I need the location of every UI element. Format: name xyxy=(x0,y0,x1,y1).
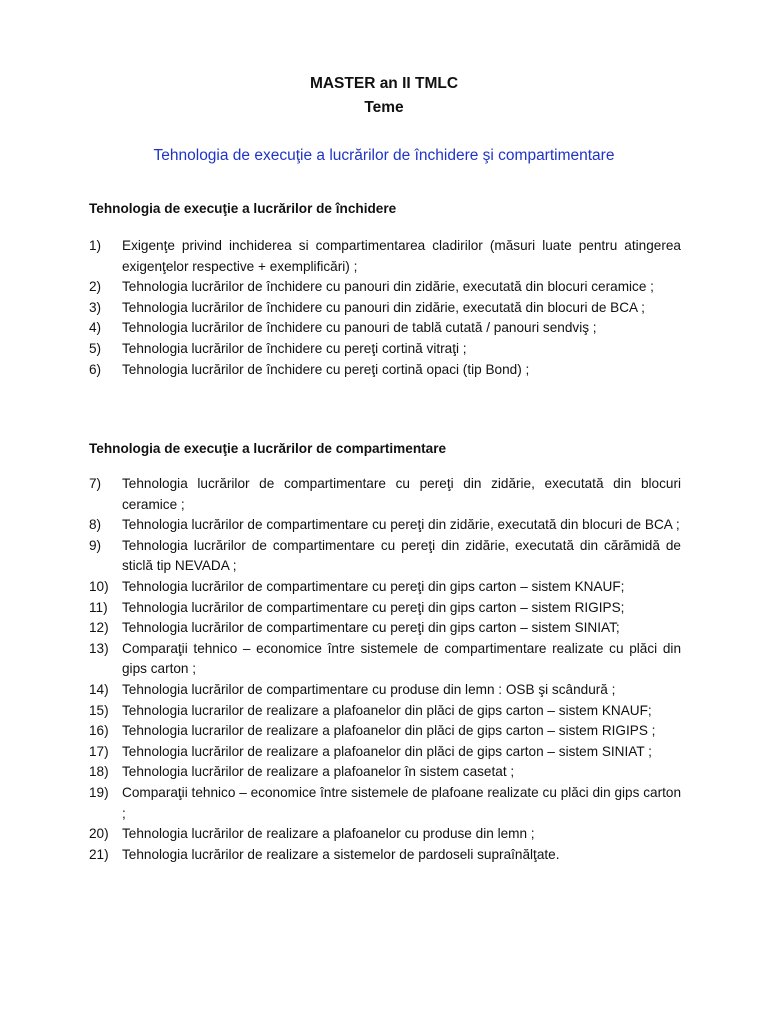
item-number: 5) xyxy=(89,340,102,356)
item-number: 9) xyxy=(89,537,102,553)
item-number: 10) xyxy=(89,578,109,594)
topic-list-inchidere xyxy=(89,236,681,380)
item-number: 13) xyxy=(89,640,109,656)
list-item xyxy=(89,536,681,577)
item-number: 8) xyxy=(89,517,102,533)
section-heading-compartimentare: Tehnologia de execuţie a lucrărilor de compartimentare xyxy=(89,441,447,456)
item-text: Tehnologia lucrărilor de compartimentare cu pereţi din gips carton – sistem KNAUF; xyxy=(122,578,625,594)
item-number: 21) xyxy=(89,846,109,862)
list-item xyxy=(89,680,681,701)
item-text: Tehnologia lucrărilor de realizare a sistemelor de pardoseli supraînălţate. xyxy=(122,846,560,862)
list-item xyxy=(89,577,681,598)
list-item xyxy=(89,701,681,722)
item-text: Tehnologia lucrărilor de realizare a plafoanelor din plăci de gips carton – sistem SINIAT ; xyxy=(122,743,652,759)
item-text: Tehnologia lucrărilor de închidere cu pereţi cortină vitraţi ; xyxy=(122,340,467,356)
list-item xyxy=(89,277,681,298)
topic-heading: Tehnologia de execuţie a lucrărilor de închidere şi compartimentare xyxy=(153,147,615,164)
item-number: 16) xyxy=(89,723,109,739)
list-item xyxy=(89,339,681,360)
list-item xyxy=(89,618,681,639)
topic-list-compartimentare xyxy=(89,474,681,865)
item-text: Tehnologia lucrărilor de compartimentare cu produse din lemn : OSB şi scândură ; xyxy=(122,681,616,697)
item-text: Tehnologia lucrărilor de compartimentare cu pereţi din zidărie, executată din cărămidă de sticlă tip NEVADA ; xyxy=(122,537,681,574)
item-number: 6) xyxy=(89,361,102,377)
item-number: 17) xyxy=(89,743,109,759)
item-text: Exigenţe privind inchiderea si compartimentarea cladirilor (măsuri luate pentru atingerea exigenţelor respective + exemplificări) ; xyxy=(122,238,681,274)
item-text: Tehnologia lucrărilor de închidere cu panouri din zidărie, executată din blocuri ceramice ; xyxy=(122,279,654,295)
list-item xyxy=(89,639,681,680)
item-number: 12) xyxy=(89,620,109,636)
item-text: Tehnologia lucrărilor de compartimentare cu pereţi din gips carton – sistem SINIAT; xyxy=(122,620,620,636)
item-number: 19) xyxy=(89,784,109,800)
list-item xyxy=(89,721,681,742)
item-text: Tehnologia lucrărilor de compartimentare cu pereţi din zidărie, executată din blocuri ceramice ; xyxy=(122,476,681,512)
list-item xyxy=(89,298,681,319)
item-text: Tehnologia lucrărilor de realizare a plafoanelor cu produse din lemn ; xyxy=(122,826,535,842)
item-number: 15) xyxy=(89,702,109,718)
item-text: Comparaţii tehnico – economice între sistemele de plafoane realizate cu plăci din gips carton ; xyxy=(122,784,681,821)
item-number: 7) xyxy=(89,476,102,491)
list-item xyxy=(89,598,681,619)
item-number: 1) xyxy=(89,238,102,253)
item-number: 20) xyxy=(89,826,109,842)
item-text: Tehnologia lucrărilor de realizare a plafoanelor în sistem casetat ; xyxy=(122,764,515,780)
list-item xyxy=(89,845,681,866)
list-item xyxy=(89,762,681,783)
item-number: 14) xyxy=(89,681,109,697)
section-heading-inchidere: Tehnologia de execuţie a lucrărilor de închidere xyxy=(89,201,397,216)
list-item xyxy=(89,742,681,763)
document-subtitle-teme: Teme xyxy=(364,99,404,116)
list-item xyxy=(89,360,681,381)
item-text: Tehnologia lucrărilor de închidere cu pereţi cortină opaci (tip Bond) ; xyxy=(122,361,530,377)
list-item xyxy=(89,515,681,536)
item-text: Comparaţii tehnico – economice între sistemele de compartimentare realizate cu plăci din gips carton ; xyxy=(122,640,681,677)
list-item xyxy=(89,236,681,277)
item-text: Tehnologia lucrărilor de compartimentare cu pereţi din gips carton – sistem RIGIPS; xyxy=(122,599,625,615)
item-number: 11) xyxy=(89,599,108,615)
item-number: 4) xyxy=(89,320,102,336)
item-text: Tehnologia lucrărilor de compartimentare cu pereţi din zidărie, executată din blocuri de BCA ; xyxy=(122,517,680,533)
list-item xyxy=(89,318,681,339)
item-text: Tehnologia lucrărilor de închidere cu panouri din zidărie, executată din blocuri de BCA ; xyxy=(122,299,645,315)
list-item xyxy=(89,824,681,845)
document-title: MASTER an II TMLC xyxy=(309,75,459,92)
item-text: Tehnologia lucrarilor de realizare a plafoanelor din plăci de gips carton – sistem RIGIPS ; xyxy=(122,723,656,739)
item-text: Tehnologia lucrarilor de realizare a plafoanelor din plăci de gips carton – sistem KNAUF; xyxy=(122,702,652,718)
list-item xyxy=(89,783,681,824)
item-number: 3) xyxy=(89,299,102,315)
item-number: 2) xyxy=(89,279,102,295)
item-number: 18) xyxy=(89,764,109,780)
item-text: Tehnologia lucrărilor de închidere cu panouri de tablă cutată / panouri sendviş ; xyxy=(122,320,597,336)
list-item xyxy=(89,474,681,515)
